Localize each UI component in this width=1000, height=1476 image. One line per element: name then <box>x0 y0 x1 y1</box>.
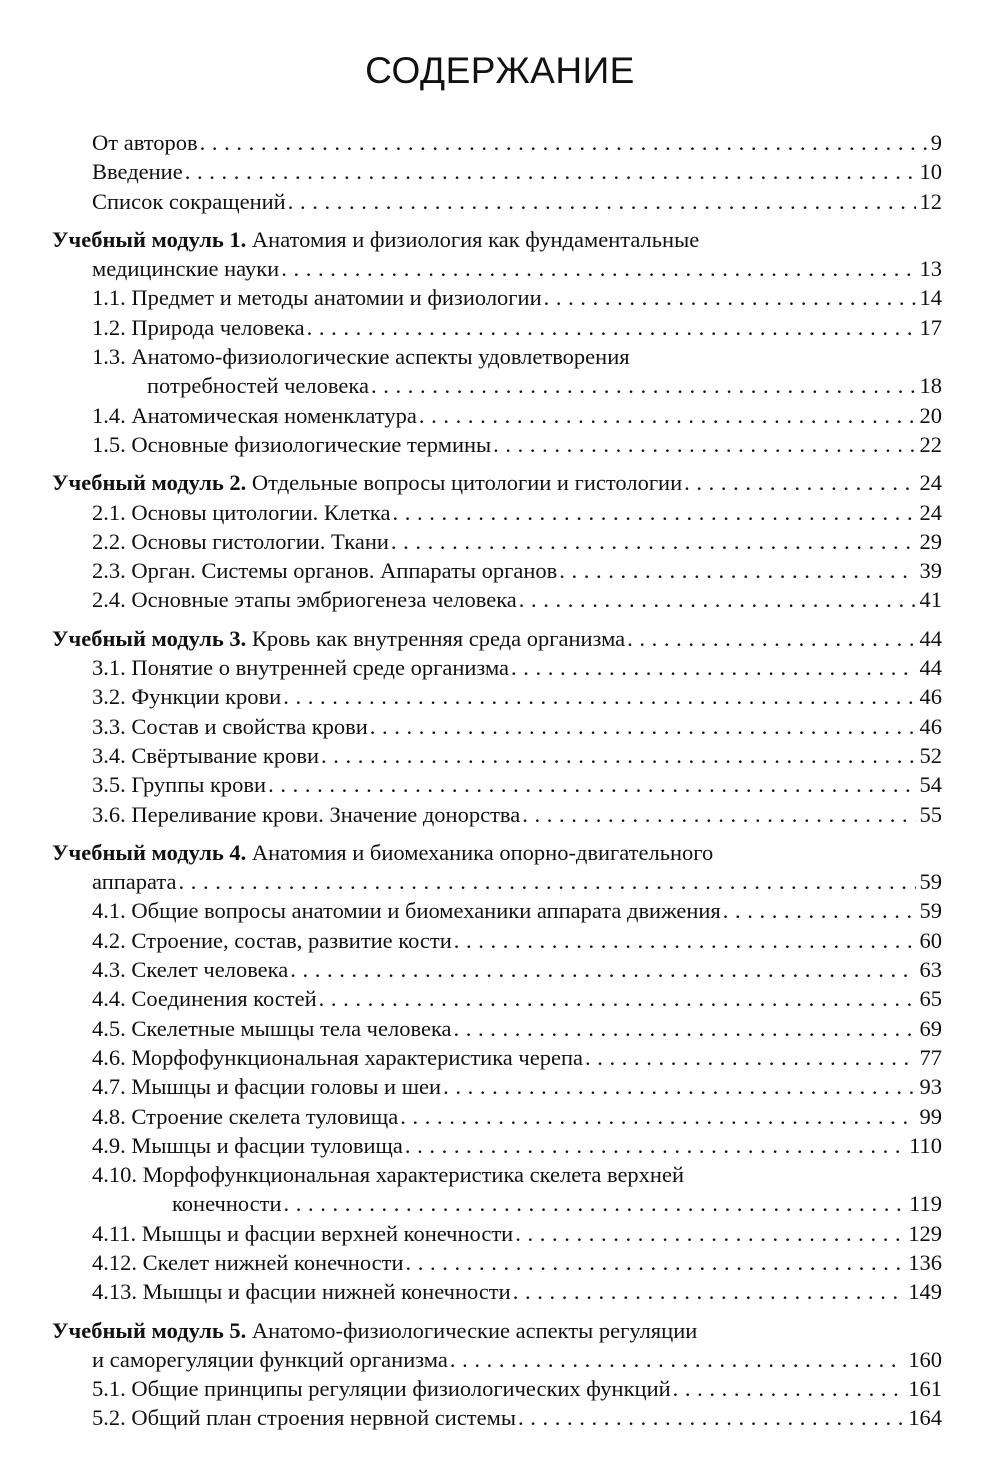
section-label: 4.3. Скелет человека <box>92 957 289 983</box>
toc-section-2-2[interactable] <box>0 527 1000 556</box>
module-prefix: Учебный модуль 4. <box>52 839 247 865</box>
section-label: 4.6. Морфофункциональная характеристика черепа <box>92 1044 583 1070</box>
leader-dots <box>515 1219 904 1248</box>
leader-dots <box>405 1131 905 1160</box>
toc-section-2-1[interactable] <box>0 498 1000 527</box>
section-label: 2.3. Орган. Системы органов. Аппараты органов <box>92 558 558 584</box>
toc-page-number: 65 <box>919 986 942 1012</box>
toc-section-1-4[interactable] <box>0 401 1000 430</box>
leader-dots <box>522 800 915 829</box>
toc-entry-label: От авторов <box>92 130 198 155</box>
toc-page-number: 29 <box>919 528 942 554</box>
toc-entry-abbreviations[interactable] <box>0 187 1000 216</box>
toc-section-2-4[interactable] <box>0 585 1000 614</box>
leader-dots <box>511 653 915 682</box>
toc-page-number: 24 <box>919 499 942 525</box>
toc-page-number: 129 <box>908 1220 942 1246</box>
leader-dots <box>684 468 915 497</box>
toc-module-2[interactable] <box>0 468 1000 497</box>
toc-module-5[interactable] <box>0 1316 1000 1375</box>
toc-page-number: 12 <box>919 188 942 214</box>
leader-dots <box>443 1072 915 1101</box>
leader-dots <box>454 926 916 955</box>
leader-dots <box>493 430 915 459</box>
module-prefix: Учебный модуль 3. <box>52 625 247 651</box>
toc-page-number: 149 <box>908 1279 942 1305</box>
toc-section-4-2[interactable] <box>0 926 1000 955</box>
leader-dots <box>288 187 916 216</box>
section-label: 1.1. Предмет и методы анатомии и физиологии <box>92 285 542 311</box>
leader-dots <box>723 896 916 925</box>
leader-dots <box>371 371 916 400</box>
section-label: 4.9. Мышцы и фасции туловища <box>92 1132 403 1158</box>
module-title: Кровь как внутренняя среда организма <box>251 625 626 651</box>
section-label: 4.12. Скелет нижней конечности <box>92 1249 404 1275</box>
toc-page-number: 14 <box>919 285 942 311</box>
section-label: 1.2. Природа человека <box>92 314 305 340</box>
toc-section-4-9[interactable] <box>0 1131 1000 1160</box>
module-title: Анатомия и физиология как фундаментальные <box>251 226 700 252</box>
toc-section-4-3[interactable] <box>0 955 1000 984</box>
toc-module-1[interactable] <box>0 225 1000 284</box>
module-title-continued: и саморегуляции функций организма <box>92 1346 448 1372</box>
module-prefix: Учебный модуль 1. <box>52 226 247 252</box>
section-label: 1.5. Основные физиологические термины <box>92 431 492 457</box>
section-label: 3.5. Группы крови <box>92 772 267 798</box>
toc-page-number: 54 <box>919 772 942 798</box>
toc-entry-authors[interactable] <box>0 128 1000 157</box>
module-title-continued: аппарата <box>92 869 177 895</box>
toc-section-4-8[interactable] <box>0 1102 1000 1131</box>
section-label-continued: конечности <box>172 1191 282 1217</box>
toc-page-number: 136 <box>908 1249 942 1275</box>
module-prefix: Учебный модуль 5. <box>52 1317 247 1343</box>
leader-dots <box>393 498 916 527</box>
toc-page-number: 10 <box>919 159 942 185</box>
toc-entry-label: Список сокращений <box>92 188 286 214</box>
leader-dots <box>585 1043 916 1072</box>
toc-page-number: 9 <box>930 130 942 155</box>
toc-page-number: 164 <box>908 1405 942 1431</box>
leader-dots <box>281 254 915 283</box>
leader-dots <box>200 128 927 157</box>
leader-dots <box>185 157 916 186</box>
leader-dots <box>391 527 916 556</box>
toc-page-number: 93 <box>919 1074 942 1100</box>
leader-dots <box>673 1374 905 1403</box>
leader-dots <box>321 741 916 770</box>
toc-section-4-6[interactable] <box>0 1043 1000 1072</box>
section-label: 4.11. Мышцы и фасции верхней конечности <box>92 1220 514 1246</box>
toc-section-1-1[interactable] <box>0 283 1000 312</box>
section-label: 4.5. Скелетные мышцы тела человека <box>92 1015 452 1041</box>
toc-page-number: 60 <box>919 927 942 953</box>
leader-dots <box>290 955 915 984</box>
leader-dots <box>627 624 915 653</box>
toc-page-number: 18 <box>919 373 942 399</box>
leader-dots <box>307 313 916 342</box>
toc-page-number: 160 <box>908 1346 942 1372</box>
leader-dots <box>400 1102 915 1131</box>
module-title-continued: медицинские науки <box>92 256 280 282</box>
section-label: 4.2. Строение, состав, развитие кости <box>92 927 452 953</box>
leader-dots <box>283 682 915 711</box>
leader-dots <box>454 1014 916 1043</box>
section-label-continued: потребностей человека <box>147 373 369 399</box>
leader-dots <box>419 401 916 430</box>
section-label: 1.3. Анатомо-физиологические аспекты удовлетворения <box>92 344 630 370</box>
toc-page-number: 20 <box>919 402 942 428</box>
section-label: 4.10. Морфофункциональная характеристика скелета верхней <box>92 1162 684 1188</box>
toc-section-3-3[interactable] <box>0 712 1000 741</box>
toc-page-number: 44 <box>919 655 942 681</box>
toc-page-number: 77 <box>919 1044 942 1070</box>
toc-page-number: 110 <box>909 1132 942 1158</box>
leader-dots <box>518 1403 904 1432</box>
toc-section-4-7[interactable] <box>0 1072 1000 1101</box>
section-label: 3.3. Состав и свойства крови <box>92 713 368 739</box>
leader-dots <box>319 984 916 1013</box>
toc-section-1-2[interactable] <box>0 313 1000 342</box>
toc-module-3[interactable] <box>0 624 1000 653</box>
leader-dots <box>450 1345 904 1374</box>
leader-dots <box>406 1248 905 1277</box>
leader-dots <box>513 1277 905 1306</box>
toc-page-number: 24 <box>919 470 942 496</box>
toc-section-4-4[interactable] <box>0 984 1000 1013</box>
table-of-contents <box>0 128 1000 1433</box>
toc-section-3-1[interactable] <box>0 653 1000 682</box>
toc-page-number: 63 <box>919 957 942 983</box>
toc-page-number: 39 <box>919 558 942 584</box>
toc-page-number: 22 <box>919 431 942 457</box>
module-title: Отдельные вопросы цитологии и гистологии <box>251 470 683 496</box>
toc-section-4-11[interactable] <box>0 1219 1000 1248</box>
toc-section-4-10[interactable] <box>0 1160 1000 1219</box>
toc-section-4-13[interactable] <box>0 1277 1000 1306</box>
toc-page-number: 46 <box>919 713 942 739</box>
section-label: 4.7. Мышцы и фасции головы и шеи <box>92 1074 442 1100</box>
leader-dots <box>370 712 916 741</box>
section-label: 3.1. Понятие о внутренней среде организма <box>92 655 510 681</box>
toc-section-5-2[interactable] <box>0 1403 1000 1432</box>
leader-dots <box>179 867 916 896</box>
toc-section-1-5[interactable] <box>0 430 1000 459</box>
toc-page-number: 59 <box>919 898 942 924</box>
leader-dots <box>559 556 915 585</box>
page-title: СОДЕРЖАНИЕ <box>365 50 635 91</box>
section-label: 5.2. Общий план строения нервной системы <box>92 1405 516 1431</box>
section-label: 2.1. Основы цитологии. Клетка <box>92 499 391 525</box>
section-label: 3.2. Функции крови <box>92 684 282 710</box>
section-label: 5.1. Общие принципы регуляции физиологических функций <box>92 1376 671 1402</box>
toc-section-1-3[interactable] <box>0 342 1000 401</box>
toc-section-4-1[interactable] <box>0 896 1000 925</box>
toc-page-number: 161 <box>908 1376 942 1402</box>
toc-page-number: 46 <box>919 684 942 710</box>
section-label: 4.1. Общие вопросы анатомии и биомеханики аппарата движения <box>92 898 721 924</box>
toc-page-number: 55 <box>919 801 942 827</box>
toc-page-number: 52 <box>919 742 942 768</box>
toc-entry-label: Введение <box>92 159 183 185</box>
toc-section-2-3[interactable] <box>0 556 1000 585</box>
section-label: 3.6. Переливание крови. Значение донорства <box>92 801 521 827</box>
toc-page-number: 17 <box>919 314 942 340</box>
toc-page-number: 99 <box>919 1103 942 1129</box>
section-label: 1.4. Анатомическая номенклатура <box>92 402 417 428</box>
toc-section-5-1[interactable] <box>0 1374 1000 1403</box>
toc-section-4-12[interactable] <box>0 1248 1000 1277</box>
toc-section-3-4[interactable] <box>0 741 1000 770</box>
toc-page-number: 13 <box>919 256 942 282</box>
toc-entry-introduction[interactable] <box>0 157 1000 186</box>
section-label: 4.8. Строение скелета туловища <box>92 1103 399 1129</box>
leader-dots <box>268 770 915 799</box>
section-label: 2.2. Основы гистологии. Ткани <box>92 528 389 554</box>
toc-module-4[interactable] <box>0 838 1000 897</box>
toc-page-number: 41 <box>919 587 942 613</box>
toc-section-3-6[interactable] <box>0 800 1000 829</box>
section-label: 3.4. Свёртывание крови <box>92 742 319 768</box>
toc-section-3-2[interactable] <box>0 682 1000 711</box>
toc-page-number: 69 <box>919 1015 942 1041</box>
section-label: 2.4. Основные этапы эмбриогенеза человека <box>92 587 517 613</box>
toc-section-3-5[interactable] <box>0 770 1000 799</box>
toc-page-number: 44 <box>919 625 942 651</box>
module-title: Анатомо-физиологические аспекты регуляции <box>251 1317 698 1343</box>
section-label: 4.13. Мышцы и фасции нижней конечности <box>92 1279 511 1305</box>
leader-dots <box>519 585 916 614</box>
toc-page-number: 59 <box>919 869 942 895</box>
module-title: Анатомия и биомеханика опорно-двигательного <box>251 839 714 865</box>
leader-dots <box>544 283 916 312</box>
leader-dots <box>284 1189 906 1218</box>
section-label: 4.4. Соединения костей <box>92 986 317 1012</box>
module-prefix: Учебный модуль 2. <box>52 470 247 496</box>
toc-page-number: 119 <box>909 1191 942 1217</box>
toc-section-4-5[interactable] <box>0 1014 1000 1043</box>
